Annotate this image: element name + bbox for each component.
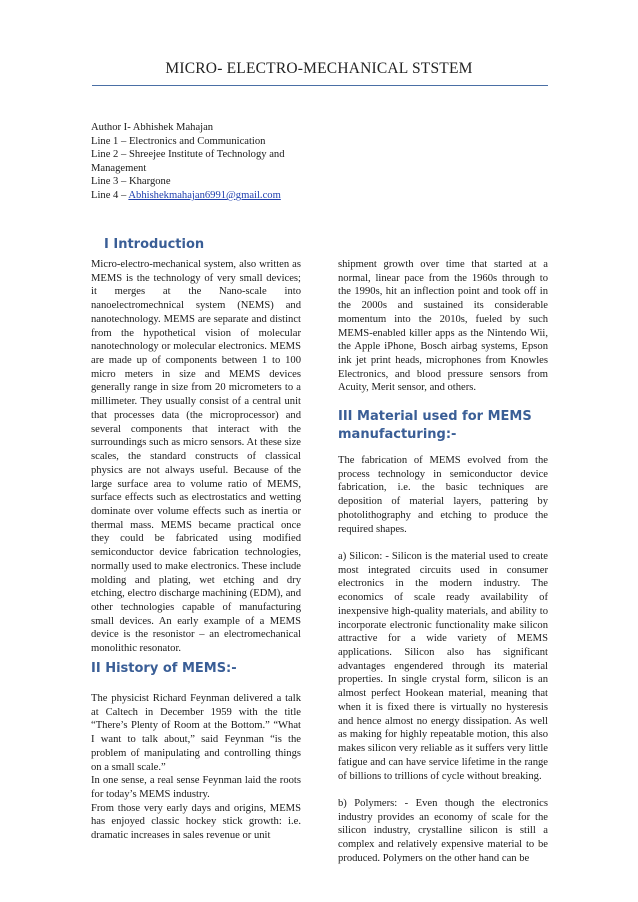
material-polymers-paragraph: b) Polymers: - Even though the electronics industry provides an economy of scale for the silicon industry, crystalline silicon is still a complex and relatively expensive material to be produced. Polymers on the other hand can be — [338, 797, 548, 864]
history-paragraph-2: In one sense, a real sense Feynman laid the roots for today’s MEMS industry. — [91, 775, 301, 801]
history-paragraph-continued: shipment growth over time that started at a normal, linear pace from the 1960s through to the 1990s, hit an inflection point and took off in the 2000s and sustained its considerable momentum into the 2010s, fueled by such MEMS-enabled killer apps as the Nintendo Wii, the Apple iPhone, Bosch airbag systems, Epson ink jet print heads, microphones from Knowles Electronics, and blood pressure sensors from Acuity, Merit sensor, and others. — [338, 259, 548, 394]
author-name: Author I- Abhishek Mahajan — [91, 122, 214, 133]
author-line-2: Line 2 – Shreejee Institute of Technology and Management — [91, 149, 285, 174]
material-silicon-paragraph: a) Silicon: - Silicon is the material used to create most integrated circuits used in consumer electronics in the modern industry. The economics of scale ready availability of inexpensive high-quality materials, and ability to incorporate electronic functionality make silicon attractive for a wide variety of MEMS applications. Silicon also has significant advantages engendered through its material properties. In single crystal form, silicon is an almost perfect Hookean material, meaning that when it is fixed there is virtually no hysteresis and hence almost no energy dissipation. As well as making for highly repeatable motion, this also makes silicon very reliable as it suffers very little fatigue and can have service lifetime in the range of billions to trillions of cycle without breaking. — [338, 551, 548, 782]
author-block — [91, 121, 301, 203]
history-paragraph-1: The physicist Richard Feynman delivered a talk at Caltech in December 1959 with the title “There’s Plenty of Room at the Bottom.” “What I want to talk about,” said Feynman “is the problem of manipulating and controlling things on a small scale.” — [91, 693, 301, 773]
author-line-3: Line 3 – Khargone — [91, 176, 171, 188]
document-title: MICRO- ELECTRO-MECHANICAL STSTEM — [165, 60, 473, 77]
history-heading: II History of MEMS:- — [91, 661, 237, 676]
material-heading: III Material used for MEMS manufacturing:- — [338, 409, 532, 442]
material-intro-paragraph: The fabrication of MEMS evolved from the process technology in semiconductor device fabrication, i.e. the basic techniques are deposition of material layers, pattering by photolithography and etching to produce the required shapes. — [338, 455, 548, 535]
history-paragraph-3: From those very early days and origins, MEMS has enjoyed classic hockey stick growth: i.e. dramatic increases in sales revenue or unit — [91, 802, 301, 842]
history-column — [91, 692, 301, 843]
title-divider — [92, 85, 548, 86]
author-line-4-prefix: Line 4 – — [91, 189, 129, 201]
right-column — [338, 258, 548, 395]
author-line-1: Line 1 – Electronics and Communication — [91, 135, 266, 147]
material-column — [338, 454, 548, 866]
introduction-heading: I Introduction — [104, 237, 205, 252]
author-email-link[interactable]: Abhishekmahajan6991@gmail.com — [128, 189, 281, 201]
introduction-paragraph: Micro-electro-mechanical system, also written as MEMS is the technology of very small devices; it merges at the Nano-scale into nanoelectromechnical system (NEMS) and nanotechnology. MEMS are separate and distinct from the hypothetical vision of molecular nanotechnology or molecular electronics. MEMS are made up of components between 1 to 100 micro meters in size and MEMS devices generally range in size from 20 micrometers to a millimeter. They usually consist of a central unit that processes data (the microprocessor) and several components that interact with the surroundings such as micro sensors. At these size scales, the standard constructs of classical physics are not always useful. Because of the large surface area to volume ratio of MEMS, surface effects such as electrostatics and wetting dominate over volume effects such as inertia or thermal mass. MEMS became practical once they could be fabricated using modified semiconductor device fabrication technologies, normally used to make electronics. These include molding and plating, wet etching and dry etching, electro discharge machining (EDM), and other technologies capable of manufacturing small devices. An early example of a MEMS device is the resonistor – an electromechanical monolithic resonator. — [91, 259, 301, 655]
left-column — [91, 258, 301, 656]
author-line-4 — [91, 189, 301, 203]
